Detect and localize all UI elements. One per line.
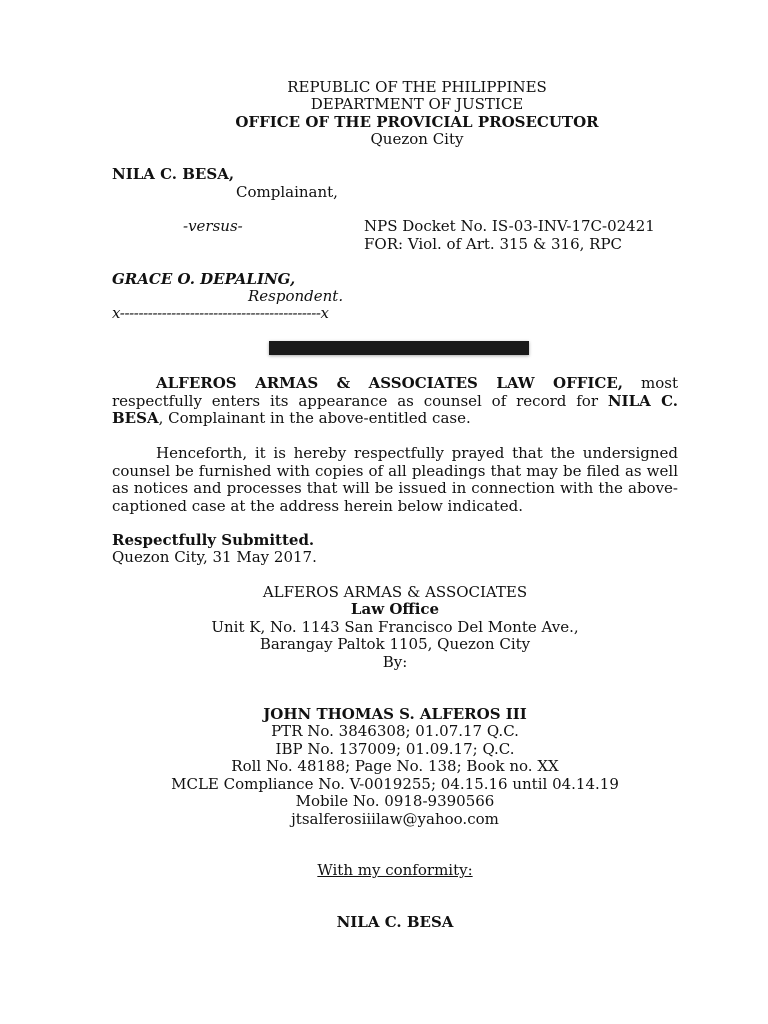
firm-name: ALFEROS ARMAS & ASSOCIATES — [262, 583, 528, 601]
by-label: By: — [382, 653, 408, 671]
complainant-role: Complainant, — [236, 183, 338, 201]
conformity-signatory: NILA C. BESA — [336, 913, 454, 931]
charge-line: FOR: Viol. of Art. 315 & 316, RPC — [364, 235, 623, 253]
header-city: Quezon City — [370, 130, 464, 148]
attorney-email: jtsalferosiiilaw@yahoo.com — [291, 810, 499, 828]
respondent-role: Respondent. — [248, 287, 344, 305]
attorney-roll: Roll No. 48188; Page No. 138; Book no. XX — [231, 757, 559, 775]
respectfully-submitted: Respectfully Submitted. — [112, 531, 315, 549]
header-department: DEPARTMENT OF JUSTICE — [310, 95, 524, 113]
firm-address-1: Unit K, No. 1143 San Francisco Del Monte Ave., — [211, 618, 579, 636]
firm-subtitle: Law Office — [350, 600, 440, 618]
redacted-title-bar — [269, 341, 529, 355]
attorney-mobile: Mobile No. 0918-9390566 — [295, 792, 495, 810]
firm-address-2: Barangay Paltok 1105, Quezon City — [259, 635, 531, 653]
paragraph-appearance — [112, 375, 678, 428]
place-date: Quezon City, 31 May 2017. — [112, 548, 317, 566]
respondent-name: GRACE O. DEPALING, — [112, 270, 296, 288]
attorney-ptr: PTR No. 3846308; 01.07.17 Q.C. — [271, 722, 519, 740]
docket-number: NPS Docket No. IS-03-INV-17C-02421 — [364, 217, 655, 235]
client-name-inline: NILA C. BESA — [112, 391, 678, 427]
attorney-name: JOHN THOMAS S. ALFEROS III — [263, 705, 527, 723]
firm-name-inline: ALFEROS ARMAS & ASSOCIATES LAW OFFICE, — [156, 374, 624, 392]
header-republic: REPUBLIC OF THE PHILIPPINES — [287, 78, 547, 96]
p1-text-b: , Complainant in the above-entitled case. — [158, 409, 471, 427]
versus-label: -versus- — [183, 217, 243, 235]
header-office: OFFICE OF THE PROVICIAL PROSECUTOR — [235, 113, 599, 131]
caption-separator: x-------------------------------------------x — [112, 304, 329, 322]
paragraph-prayer: Henceforth, it is hereby respectfully prayed that the undersigned counsel be furnished with copies of all pleadings that may be filed as well as notices and processes that will be issued in connection with the above-captioned case at the address herein below indicated. — [112, 444, 678, 515]
attorney-mcle: MCLE Compliance No. V-0019255; 04.15.16 until 04.14.19 — [171, 775, 619, 793]
p1-text-a: most respectfully enters its appearance as counsel of record for — [112, 374, 678, 410]
conformity-label: With my conformity: — [317, 861, 473, 879]
attorney-ibp: IBP No. 137009; 01.09.17; Q.C. — [275, 740, 515, 758]
complainant-name: NILA C. BESA, — [112, 165, 235, 183]
